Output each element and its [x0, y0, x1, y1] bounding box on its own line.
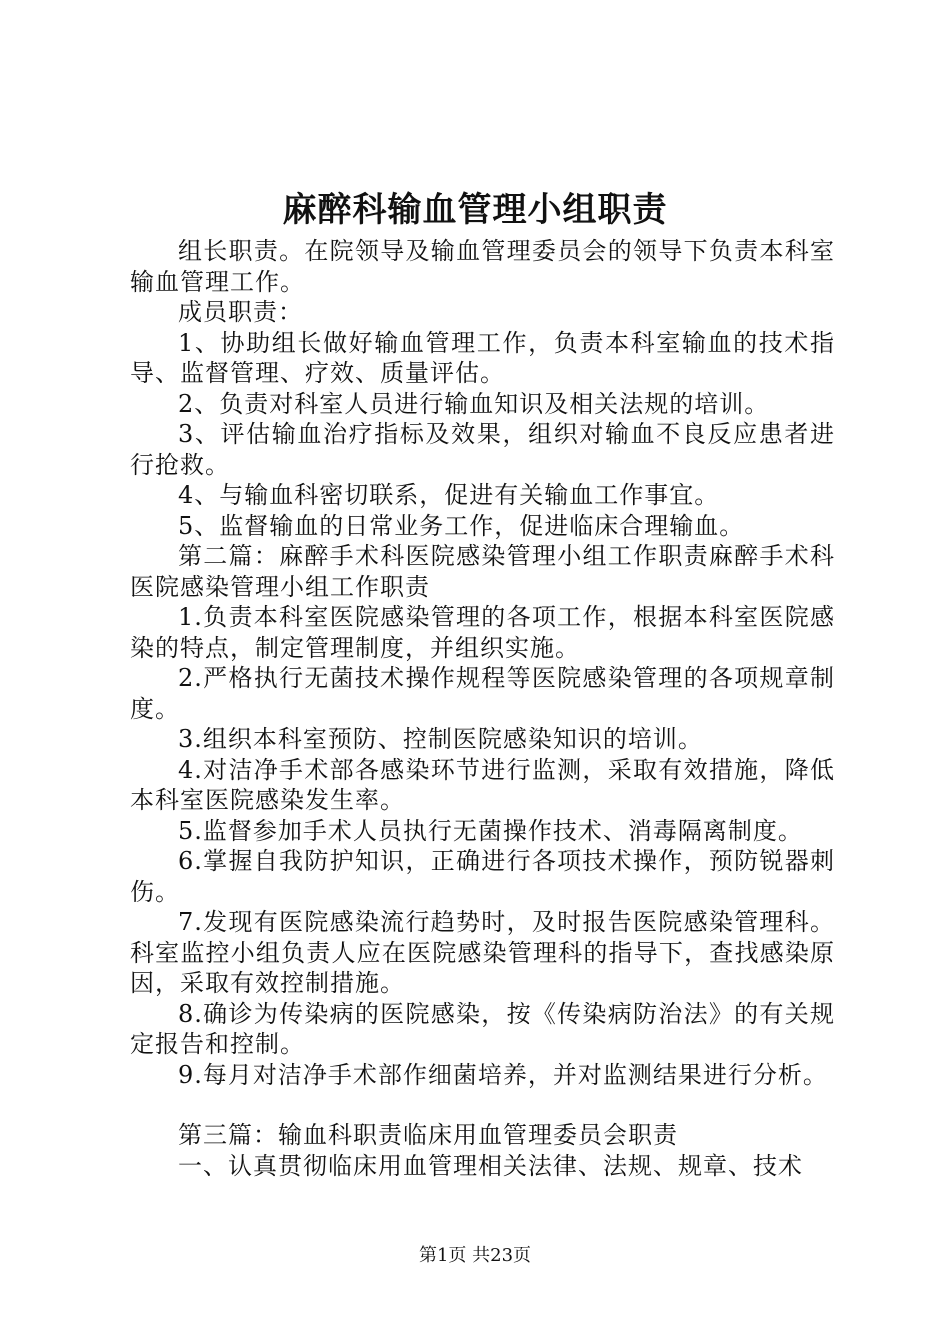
paragraph: 5、监督输血的日常业务工作，促进临床合理输血。: [178, 511, 745, 540]
paragraph: 2.严格执行无菌技术操作规程等医院感染管理的各项规章制度。: [130, 664, 835, 723]
section-heading-2: 第二篇：麻醉手术科医院感染管理小组工作职责麻醉手术科医院感染管理小组工作职责: [130, 542, 835, 601]
paragraph: 3、评估输血治疗指标及效果，组织对输血不良反应患者进行抢救。: [130, 420, 835, 479]
paragraph: 8.确诊为传染病的医院感染，按《传染病防治法》的有关规定报告和控制。: [130, 999, 835, 1058]
document-body: [130, 236, 835, 1181]
page-footer: 第1页 共23页: [418, 1245, 532, 1266]
paragraph: 6.掌握自我防护知识，正确进行各项技术操作，预防锐器刺伤。: [130, 847, 835, 906]
paragraph: 组长职责。在院领导及输血管理委员会的领导下负责本科室输血管理工作。: [130, 237, 835, 296]
document-title: 麻醉科输血管理小组职责: [282, 190, 668, 230]
paragraph: 一、认真贯彻临床用血管理相关法律、法规、规章、技术: [178, 1151, 803, 1180]
paragraph: 2、负责对科室人员进行输血知识及相关法规的培训。: [178, 389, 770, 418]
paragraph: 5.监督参加手术人员执行无菌操作技术、消毒隔离制度。: [178, 816, 803, 845]
paragraph: 4、与输血科密切联系，促进有关输血工作事宜。: [178, 481, 720, 509]
paragraph: 3.组织本科室预防、控制医院感染知识的培训。: [178, 725, 703, 753]
paragraph: 成员职责：: [178, 298, 303, 326]
section-heading-3: 第三篇：输血科职责临床用血管理委员会职责: [178, 1121, 678, 1149]
paragraph: 1.负责本科室医院感染管理的各项工作，根据本科室医院感染的特点，制定管理制度，并组织实施。: [130, 603, 835, 662]
paragraph: 7.发现有医院感染流行趋势时，及时报告医院感染管理科。科室监控小组负责人应在医院感染管理科的指导下，查找感染原因，采取有效控制措施。: [130, 908, 835, 997]
paragraph: 4.对洁净手术部各感染环节进行监测，采取有效措施，降低本科室医院感染发生率。: [130, 755, 835, 814]
paragraph: 1、协助组长做好输血管理工作，负责本科室输血的技术指导、监督管理、疗效、质量评估。: [130, 328, 835, 387]
paragraph: 9.每月对洁净手术部作细菌培养，并对监测结果进行分析。: [178, 1060, 828, 1089]
